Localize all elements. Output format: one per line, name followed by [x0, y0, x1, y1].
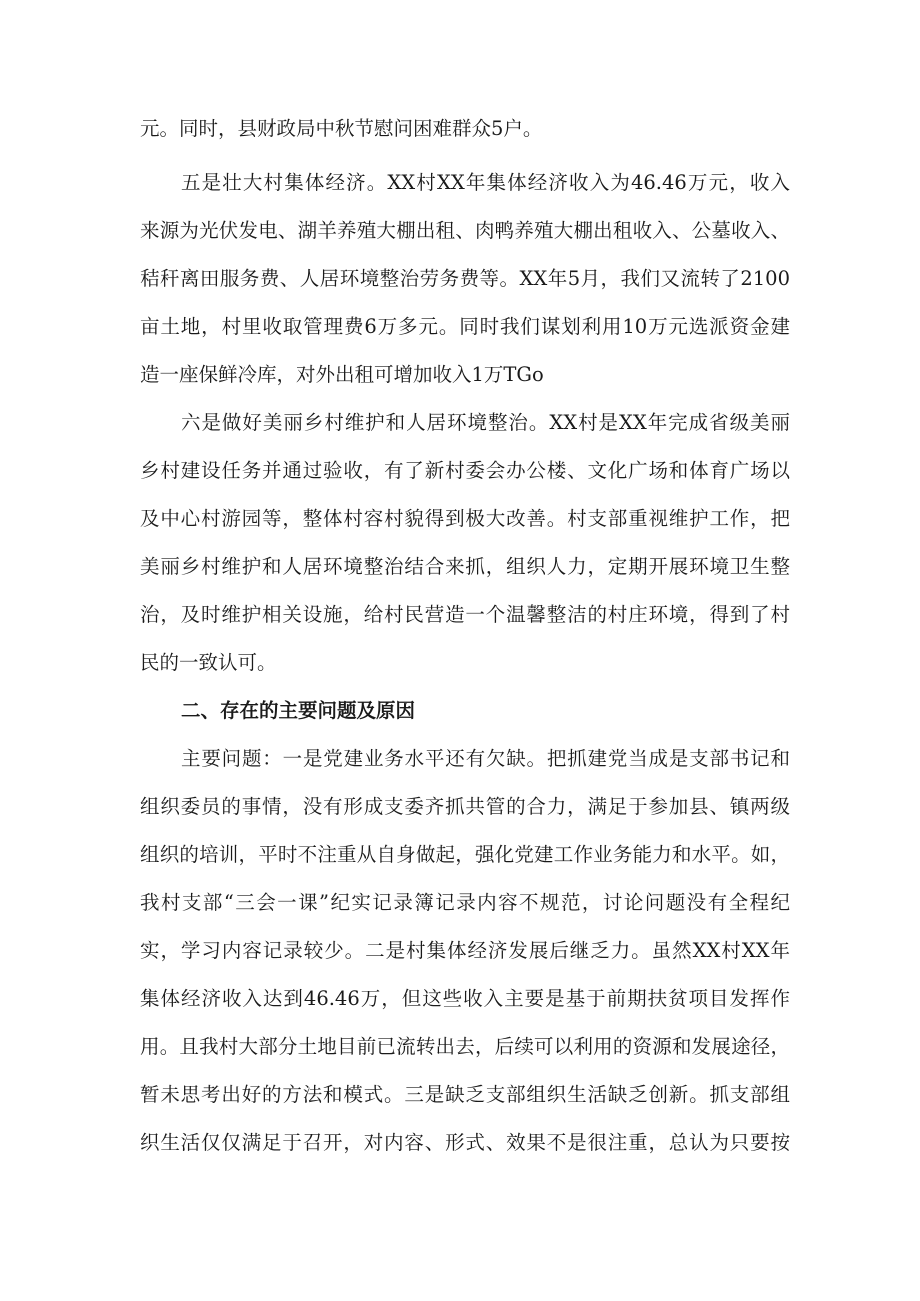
- paragraph-line: 秸秆离田服务费、人居环境整治劳务费等。XX年5月，我们又流转了2100: [140, 267, 790, 290]
- paragraph-line: 及中心村游园等，整体村容村貌得到极大改善。村支部重视维护工作，把: [140, 507, 790, 530]
- paragraph-line: 组织的培训，平时不注重从自身做起，强化党建工作业务能力和水平。如，: [140, 843, 790, 866]
- paragraph-line: 治，及时维护相关设施，给村民营造一个温馨整洁的村庄环境，得到了村: [140, 603, 790, 626]
- paragraph-line: 来源为光伏发电、湖羊养殖大棚出租、肉鸭养殖大棚出租收入、公墓收入、: [140, 219, 790, 242]
- paragraph-line: 用。且我村大部分土地目前已流转出去，后续可以利用的资源和发展途径，: [140, 1035, 790, 1058]
- paragraph-line: 组织委员的事情，没有形成支委齐抓共管的合力，满足于参加县、镇两级: [140, 795, 790, 818]
- paragraph-line: 集体经济收入达到46.46万，但这些收入主要是基于前期扶贫项目发挥作: [140, 987, 790, 1010]
- paragraph-line: 五是壮大村集体经济。XX村XX年集体经济收入为46.46万元，收入: [181, 171, 790, 194]
- paragraph-line: 元。同时，县财政局中秋节慰问困难群众5户。: [140, 117, 543, 140]
- paragraph-line: 乡村建设任务并通过验收，有了新村委会办公楼、文化广场和体育广场以: [140, 459, 790, 482]
- paragraph-line: 亩土地，村里收取管理费6万多元。同时我们谋划利用10万元选派资金建: [140, 315, 790, 338]
- paragraph-line: 我村支部“三会一课”纪实记录簿记录内容不规范，讨论问题没有全程纪: [140, 891, 790, 914]
- paragraph-line: 主要问题：一是党建业务水平还有欠缺。把抓建党当成是支部书记和: [181, 747, 790, 770]
- paragraph-line: 民的一致认可。: [140, 651, 277, 674]
- paragraph-line: 六是做好美丽乡村维护和人居环境整治。XX村是XX年完成省级美丽: [181, 411, 790, 434]
- paragraph-line: 造一座保鲜冷库，对外出租可增加收入1万TGo: [140, 363, 544, 386]
- section-heading: 二、存在的主要问题及原因: [181, 699, 416, 722]
- paragraph-line: 暂未思考出好的方法和模式。三是缺乏支部组织生活缺乏创新。抓支部组: [140, 1083, 790, 1106]
- paragraph-line: 实，学习内容记录较少。二是村集体经济发展后继乏力。虽然XX村XX年: [140, 939, 790, 962]
- paragraph-line: 织生活仅仅满足于召开，对内容、形式、效果不是很注重，总认为只要按: [140, 1131, 790, 1154]
- paragraph-line: 美丽乡村维护和人居环境整治结合来抓，组织人力，定期开展环境卫生整: [140, 555, 790, 578]
